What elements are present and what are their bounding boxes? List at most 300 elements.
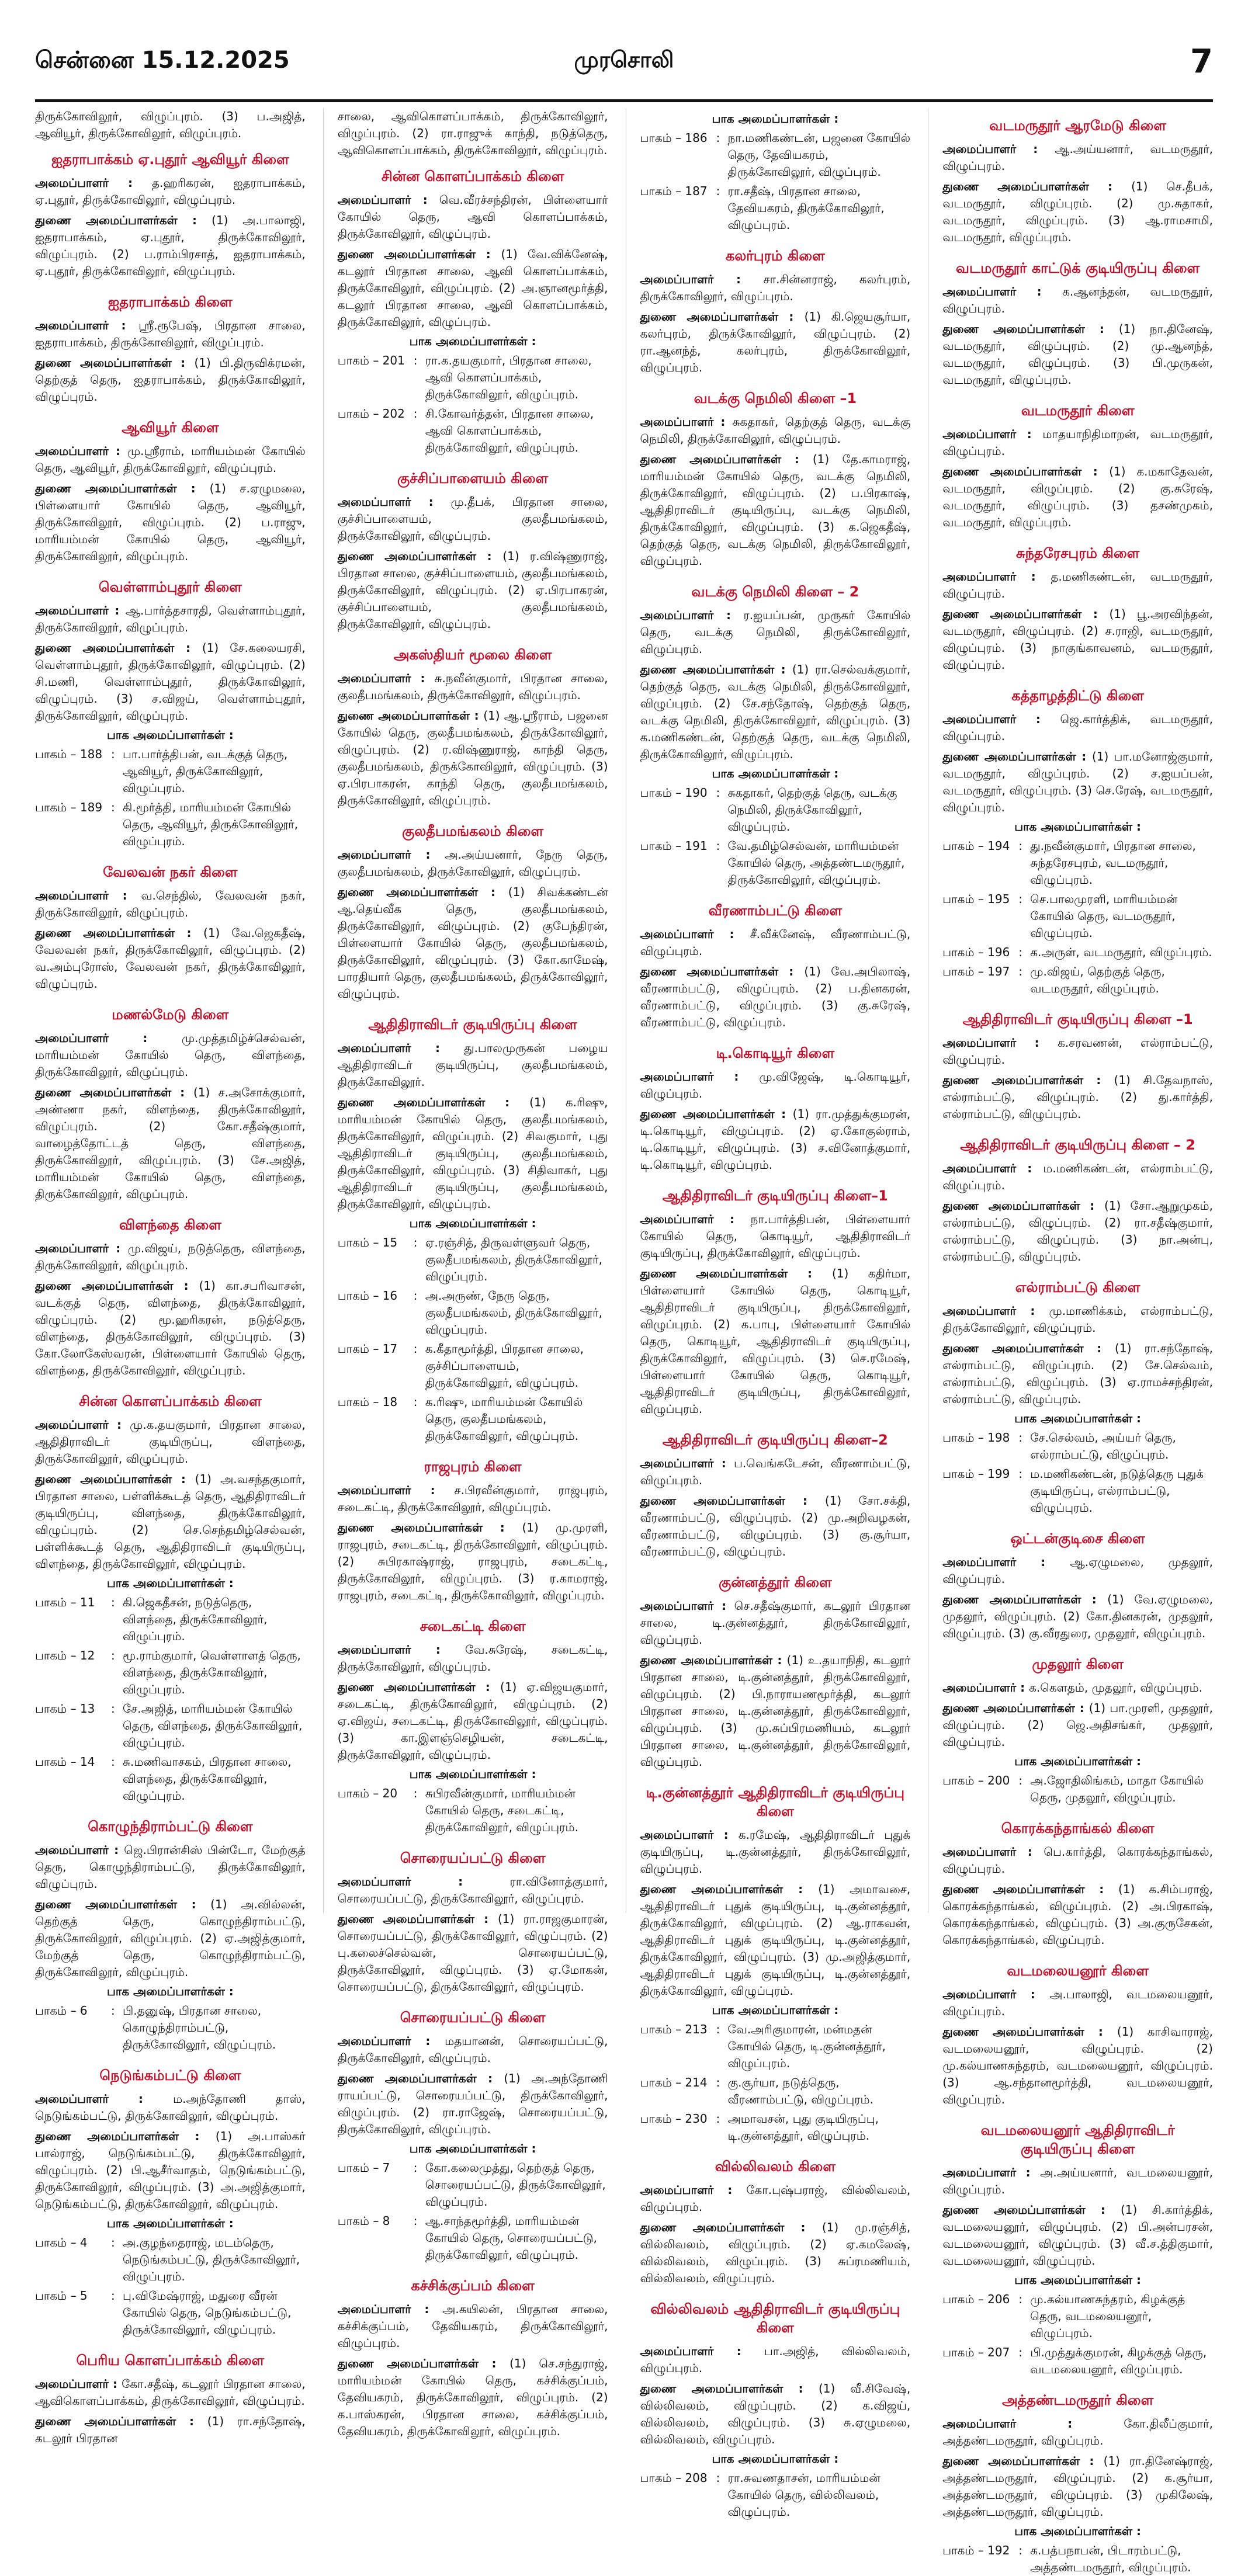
organiser-label: அமைப்பாளர் : [640,272,764,286]
organiser-name: ஆ.ஏழுமலை, முதலூர், விழுப்புரம். [942,1555,1213,1586]
deputy-organisers-names: (1) சோ.சக்தி, வீரணாம்பட்டு, விழுப்புரம். (2) மு.அறிவழகன், வீரணாம்பட்டு, விழுப்புரம். (3) கு.சூர்யா, வீரணாம்பட்டு, விழுப்புரம். [640,1494,911,1558]
branch-section [35,150,306,280]
organiser-name: மு.மாணிக்கம், எல்ராம்பட்டு, திருக்கோவிலூர், விழுப்புரம். [942,1304,1213,1335]
booth-row [338,2160,608,2210]
organiser-line [35,175,306,209]
deputy-organisers-line [338,707,608,809]
deputy-organisers-line [338,2070,608,2138]
booth-number: பாகம் – 197 [942,964,1010,978]
booth-organiser: பி.தனுஷ், பிரதான சாலை, கொழுந்திராம்பட்டு, திருக்கோவிலூர், விழுப்புரம். [123,2004,276,2051]
organiser-label: அமைப்பாளர் : [640,1212,751,1226]
booth-organiser: சுகதாகர், தெற்குத் தெரு, வடக்கு நெமிலி, திருக்கோவிலூர், விழுப்புரம். [727,786,897,834]
booth-organiser: ரா.சுவணதாசன், மாரியம்மன் கோயில் தெரு, வில்லிவலம், விழுப்புரம். [727,2471,880,2519]
booth-row [35,2002,306,2053]
organiser-name: க.கௌதம், முதலூர், விழுப்புரம். [1029,1681,1203,1695]
booth-row [640,2470,911,2521]
booth-row [640,784,911,835]
organiser-name: வ.செந்தில், வேலவன் நகர், திருக்கோவிலூர், விழுப்புரம். [35,888,306,919]
organiser-line [942,141,1213,175]
organiser-line [35,602,306,636]
branch-section [338,822,608,1002]
booth-row [35,2287,306,2338]
booth-organiser: சு.மணிவாசகம், பிரதான சாலை, விளந்தை, திருக்கோவிலூர், விழுப்புரம். [123,1755,292,1803]
branch-section [640,112,911,234]
booth-colon: : [111,2235,115,2249]
booth-colon: : [1018,1467,1022,1481]
booth-organisers-heading: பாக அமைப்பாளர்கள் : [409,2141,536,2155]
branch-section [35,1005,306,1203]
organiser-line [640,607,911,658]
booth-colon: : [111,1702,115,1716]
branch-title: வடமருதூர் ஆரமேடு கிளை [989,117,1166,134]
booth-row [942,891,1213,942]
deputy-organisers-line [942,1072,1213,1123]
organiser-name: ரா.வினோத்குமார், சொரையப்பட்டு, திருக்கோவிலூர், விழுப்புரம். [337,1874,608,1905]
organiser-name: ஸ்ரீ.ரூபேஷ், பிரதான சாலை, ஐதராபாக்கம், திருக்கோவிலூர், விழுப்புரம். [35,318,306,349]
deputy-organisers-label: துணை அமைப்பாளர்கள் : [942,2454,1104,2468]
branch-title: சுந்தரேசபுரம் கிளை [1015,545,1140,561]
organiser-line [640,2182,911,2216]
deputy-organisers-names: (1) மு.ரஞ்சித், வில்லிவலம், விழுப்புரம். (2) ஏ.கமலேஷ், வில்லிவலம், விழுப்புரம். (3) சுப்ரமணியம், வில்லிவலம், விழுப்புரம். [640,2220,911,2285]
edition-date: சென்னை 15.12.2025 [35,46,290,74]
branch-section [942,1819,1213,1949]
organiser-name: நா.பார்த்திபன், பிள்ளையார் கோயில் தெரு, கொடியூர், ஆதிதிராவிடர் குடியிருப்பு, திருக்கோவிலூர், விழுப்புரம். [640,1212,911,1260]
booth-organiser: அமாவசன், புது குடியிருப்பு, டி.குன்னத்தூர், விழுப்புரம். [727,2112,879,2143]
booth-number: பாகம் – 20 [337,1786,398,1800]
organiser-name: சா.சின்னராஜ், கலர்புரம், திருக்கோவிலூர், விழுப்புரம். [640,272,911,303]
organiser-line [942,1986,1213,2020]
organiser-name: சுகதாகர், தெற்குத் தெரு, வடக்கு நெமிலி, திருக்கோவிலூர், விழுப்புரம். [640,415,911,446]
organiser-line [35,887,306,921]
deputy-organisers-names: (1) ச.ஏழுமலை, பிள்ளையார் கோயில் தெரு, ஆவியூர், திருக்கோவிலூர், விழுப்புரம். (2) ப.ராஜு, மாரியம்மன் கோயில் தெரு, ஆவியூர், திருக்கோவிலூர், விழுப்புரம். [35,481,306,563]
deputy-organisers-line [942,463,1213,531]
deputy-organisers-label: துணை அமைப்பாளர்கள் : [640,2381,819,2396]
organiser-label: அமைப்பாளர் : [640,2183,747,2197]
deputy-organisers-names: (1) சி.கார்த்திக், வடமலையனூர், விழுப்புரம். (2) பி.அன்பரசன், வடமலையனூர், விழுப்புரம். (3) வீ.ச.த்திகுமார், வடமலையனூர், விழுப்புரம். [942,2203,1213,2268]
deputy-organisers-label: துணை அமைப்பாளர்கள் : [640,1107,793,1121]
deputy-organisers-names: (1) செ.தீபக், வடமருதூர், விழுப்புரம். (2) மு.சுதாகர், வடமருதூர், விழுப்புரம். (3) ஆ.ராமசாமி, வடமருதூர், விழுப்புரம். [942,179,1214,244]
branch-section [640,2300,911,2521]
masthead [35,23,1213,102]
organiser-name: மு.க.தயகுமார், பிரதான சாலை, ஆதிதிராவிடர் குடியிருப்பு, விளந்தை, திருக்கோவிலூர், விழுப்புரம். [35,1418,306,1466]
deputy-organisers-names: (1) ச.அசோக்குமார், அண்ணா நகர், விளந்தை, திருக்கோவிலூர், விழுப்புரம். (2) கோ.சதீஷ்குமார், வாழைத்தோட்டத் தெரு, விளந்தை, திருக்கோவிலூர், விழுப்புரம். (3) சே.அஜித், மாரியம்மன் கோயில் தெரு, விளந்தை, திருக்கோவிலூர், விழுப்புரம். [35,1085,306,1201]
deputy-organisers-line [640,2380,911,2448]
branch-section [338,1849,608,1995]
continued-text: திருக்கோவிலூர், விழுப்புரம். (3) ப.அஜித், ஆவியூர், திருக்கோவிலூர், விழுப்புரம். [35,109,306,140]
organiser-name: வே.சுரேஷ், சடைகட்டி, திருக்கோவிலூர், விழுப்புரம். [337,1643,608,1674]
deputy-organisers-names: (1) ரா.ராஜகுமாரன், சொரையப்பட்டு, திருக்கோவிலூர், விழுப்புரம். (2) பு.கலைச்செல்வன், சொரையப்பட்டு, திருக்கோவிலூர், விழுப்புரம். (3) ஏ.மோகன், சொரையப்பட்டு, திருக்கோவிலூர், விழுப்புரம். [337,1912,608,1994]
deputy-organisers-label: துணை அமைப்பாளர்கள் : [35,1897,211,1911]
organiser-label: அமைப்பாளர் : [35,444,127,458]
deputy-organisers-line [338,1094,608,1213]
deputy-organisers-label: துணை அமைப்பாளர்கள் : [942,1341,1115,1355]
booth-number: பாகம் – 191 [640,839,708,853]
organiser-name: அ.அய்யனார், வடமலையனூர், விழுப்புரம். [942,2165,1213,2196]
deputy-organisers-label: துணை அமைப்பாளர்கள் : [942,2025,1117,2039]
branch-section [338,1457,608,1604]
booth-row [640,2074,911,2108]
deputy-organisers-label: துணை அமைப்பாளர்கள் : [337,1095,530,1109]
deputy-organisers-names: (1) பா.முரளி, முதலூர், விழுப்புரம். (2) ஜெ.அதிசங்கர், முதலூர், விழுப்புரம். [942,1701,1213,1749]
branch-title: வில்லிவலம் ஆதிதிராவிடர் குடியிருப்பு கிளை [650,2301,900,2336]
organiser-name: த.ஹரிகரன், ஐதராபாக்கம், ஏ.புதூர், திருக்கோவிலூர், விழுப்புரம். [35,176,306,207]
organiser-name: கோ.சதீஷ், கடலூர் பிரதான சாலை, ஆவிகொளப்பாக்கம், திருக்கோவிலூர், விழுப்புரம். [35,2377,306,2408]
deputy-organisers-line [942,1700,1213,1751]
deputy-organisers-line [35,2413,306,2447]
deputy-organisers-label: துணை அமைப்பாளர்கள் : [35,481,210,495]
deputy-organisers-names: (1) அ.பாஸ்கர் பால்ராஜ், நெடுங்கம்பட்டு, திருக்கோவிலூர், விழுப்புரம். (2) பி.ஆசீர்வாதம், நெடுங்கம்பட்டு, திருக்கோவிலூர், விழுப்புரம். (3) அ.அஜித்குமார், நெடுங்கம்பட்டு, திருக்கோவிலூர், விழுப்புரம். [35,2129,306,2211]
booth-organisers-heading: பாக அமைப்பாளர்கள் : [1014,1411,1142,1425]
booth-colon: : [111,1595,115,1609]
booth-organiser: சே.அஜித், மாரியம்மன் கோயில் தெரு, விளந்தை, திருக்கோவிலூர், விழுப்புரம். [123,1702,303,1749]
deputy-organisers-label: துணை அமைப்பாளர்கள் : [35,641,202,655]
booth-row [35,1700,306,1751]
organiser-line [338,494,608,544]
deputy-organisers-label: துணை அமைப்பாளர்கள் : [640,310,805,324]
organiser-label: அமைப்பாளர் : [942,1161,1044,1175]
branch-title: சின்ன கொளப்பாக்கம் கிளை [79,1393,262,1409]
booth-organiser: ரா.சதீஷ், பிரதான சாலை, தேவியகரம், திருக்கோவிலூர், விழுப்புரம். [727,184,885,232]
branch-section [942,259,1213,388]
booth-organisers-heading: பாக அமைப்பாளர்கள் : [712,766,839,780]
deputy-organisers-names: (1) வே.ஜெகதீஷ், வேலவன் நகர், திருக்கோவிலூர், விழுப்புரம். (2) வ.அம்புரோஸ், வேலவன் நகர், திருக்கோவிலூர், விழுப்புரம். [35,926,306,991]
booth-organisers-heading: பாக அமைப்பாளர்கள் : [1014,820,1142,834]
deputy-organisers-label: துணை அமைப்பாளர்கள் : [337,709,484,723]
organiser-line [942,1034,1213,1068]
organiser-label: அமைப்பாளர் : [942,1845,1044,1859]
organiser-line [640,414,911,447]
booth-number: பாகம் – 15 [337,1235,398,1249]
organiser-name: க.சரவணன், எல்ராம்பட்டு, விழுப்புரம். [942,1036,1213,1067]
booth-colon: : [111,800,115,814]
deputy-organisers-line [942,606,1213,673]
booth-colon: : [716,2022,720,2036]
booth-organisers-heading: பாக அமைப்பாளர்கள் : [409,1767,536,1781]
deputy-organisers-names: (1) ரா.சந்தோஷ், எல்ராம்பட்டு, விழுப்புரம். (2) சே.செல்வம், எல்ராம்பட்டு, விழுப்புரம். (3) ஏ.ராமச்சந்திரன், எல்ராம்பட்டு, விழுப்புரம். [942,1341,1213,1406]
booth-organisers-heading: பாக அமைப்பாளர்கள் : [1014,2273,1142,2287]
branch-title: சின்ன கொளப்பாக்கம் கிளை [381,168,564,185]
organiser-label: அமைப்பாளர் : [35,318,139,332]
organiser-line [640,1455,911,1489]
organiser-label: அமைப்பாளர் : [35,1418,130,1432]
deputy-organisers-line [35,1277,306,1379]
deputy-organisers-names: (1) மு.முரளி, ராஜபுரம், சடைகட்டி, திருக்கோவிலூர், விழுப்புரம். (2) சுபிரகாஷ்ராஜ், ராஜபுரம், சடைகட்டி, திருக்கோவிலூர், விழுப்புரம். (3) ர.காமராஜ், ராஜபுரம், சடைகட்டி, திருக்கோவிலூர், விழுப்புரம். [337,1520,608,1602]
deputy-organisers-label: துணை அமைப்பாளர்கள் : [640,1494,825,1508]
booth-row [35,746,306,797]
organiser-line [942,711,1213,745]
booth-organiser: து.நவீன்குமார், பிரதான சாலை, சுந்தரேசபுரம், வடமருதூர், விழுப்புரம். [1030,839,1196,887]
booth-colon: : [716,131,720,145]
organiser-label: அமைப்பாளர் : [942,427,1043,441]
deputy-organisers-line [640,308,911,376]
booth-colon: : [716,2112,720,2126]
booth-number: பாகம் – 213 [640,2022,708,2036]
organiser-label: அமைப்பாளர் : [337,2034,445,2048]
deputy-organisers-line [942,2023,1213,2108]
deputy-organisers-line [640,1881,911,1999]
organiser-label: அமைப்பாளர் : [337,1643,466,1657]
booth-organiser: க.ரிஷு, மாரியம்மன் கோயில் தெரு, குலதீபமங்கலம், திருக்கோவிலூர், விழுப்புரம். [425,1395,583,1443]
booth-organiser: கி.மூர்த்தி, மாரியம்மன் கோயில் தெரு, ஆவியூர், திருக்கோவிலூர், விழுப்புரம். [123,800,299,848]
deputy-organisers-names: (1) காசிவாராஜ், வடமலையனூர், விழுப்புரம். (2) மு.கல்யாணசுந்தரம், வடமலையனூர், விழுப்புரம். (3) ஆ.சந்தானமூர்த்தி, வடமலையனூர், விழுப்புரம். [942,2025,1213,2106]
deputy-organisers-names: (1) கதிர்மா, பிள்ளையார் கோயில் தெரு, கொடியூர், ஆதிதிராவிடர் குடியிருப்பு, திருக்கோவிலூர், விழுப்புரம். (2) க.பாபு, பிள்ளையார் கோயில் தெரு, கொடியூர், ஆதிதிராவிடர் குடியிருப்பு, திருக்கோவிலூர், விழுப்புரம். (3) செ.ரமேஷ், பிள்ளையார் கோயில் தெரு, கொடியூர், ஆதிதிராவிடர் குடியிருப்பு, திருக்கோவிலூர், விழுப்புரம். [640,1266,911,1416]
booth-organiser: அ.ஜோதிலிங்கம், மாதா கோயில் தெரு, முதலூர், விழுப்புரம். [1030,1773,1204,1804]
booth-row [338,1394,608,1445]
deputy-organisers-line [942,748,1213,816]
booth-organisers-heading: பாக அமைப்பாளர்கள் : [712,2003,839,2017]
deputy-organisers-line [35,212,306,280]
organiser-name: ம.அந்தோணி தாஸ், நெடுங்கம்பட்டு, திருக்கோவிலூர், விழுப்புரம். [35,2092,306,2123]
deputy-organisers-line [35,1471,306,1572]
deputy-organisers-line [338,246,608,331]
deputy-organisers-names: (1) க.சிம்பராஜ், கொரக்கந்தாங்கல், விழுப்புரம். (2) அ.பிரகாஷ், கொரக்கந்தாங்கல், விழுப்புரம். (3) அ.குருசேகன், கொரக்கந்தாங்கல், விழுப்புரம். [942,1882,1213,1947]
deputy-organisers-line [338,2355,608,2440]
deputy-organisers-label: துணை அமைப்பாளர்கள் : [942,1701,1089,1715]
organiser-label: அமைப்பாளர் : [337,1041,464,1055]
organiser-line [640,1598,911,1648]
branch-section [640,901,911,1031]
booth-row [942,2291,1213,2342]
branch-title: ராஜபுரம் கிளை [424,1459,522,1475]
booth-colon: : [1018,964,1022,978]
booth-row [942,838,1213,888]
booth-number: பாகம் – 206 [942,2292,1010,2306]
booth-colon: : [1018,839,1022,853]
deputy-organisers-label: துணை அமைப்பாளர்கள் : [640,1266,832,1280]
branch-section [338,1617,608,1836]
deputy-organisers-names: (1) பூ.அரவிந்தன், வடமருதூர், விழுப்புரம். (2) ச.ராஜி, வடமருதூர், விழுப்புரம். (3) நாகுங்காவனம், வடமருதூர், விழுப்புரம். [942,607,1213,672]
booth-number: பாகம் – 11 [35,1595,95,1609]
branch-title: குலதீபமங்கலம் கிளை [402,823,544,839]
booth-organiser: கி.ஜெகதீசன், நடுத்தெரு, விளந்தை, திருக்கோவிலூர், விழுப்புரம். [123,1595,268,1643]
branch-section [338,1015,608,1445]
page-number: 7 [1190,42,1213,81]
deputy-organisers-line [338,1679,608,1763]
branch-section [640,389,911,570]
organiser-line [35,1030,306,1081]
deputy-organisers-names: (1) அ.அந்தோணி ராயப்பட்டு, சொரையப்பட்டு, திருக்கோவிலூர், விழுப்புரம். (2) ரா.ராஜேஷ், சொரையப்பட்டு, திருக்கோவிலூர், விழுப்புரம். [337,2071,608,2136]
booth-number: பாகம் – 199 [942,1467,1010,1481]
deputy-organisers-label: துணை அமைப்பாளர்கள் : [35,356,195,370]
booth-organisers-heading: பாக அமைப்பாளர்கள் : [409,334,536,348]
branch-title: ஆவியூர் கிளை [122,419,219,436]
booth-row [640,130,911,180]
deputy-organisers-label: துணை அமைப்பாளர்கள் : [337,885,508,899]
branch-title: வேலவன் நகர் கிளை [103,864,238,880]
booth-colon: : [111,747,115,761]
deputy-organisers-names: (1) செ.சந்துராஜ், மாரியம்மன் கோயில் தெரு, கச்சிக்குப்பம், தேவியகரம், திருக்கோவிலூர், விழுப்புரம். (2) க.பாஸ்கரன், பிரதான சாலை, கச்சிக்குப்பம், தேவியகரம், திருக்கோவிலூர், விழுப்புரம். [337,2356,608,2438]
booth-number: பாகம் – 190 [640,786,708,800]
branch-title: வெள்ளாம்புதூர் கிளை [98,579,242,595]
column-3 [626,108,911,2519]
deputy-organisers-names: (1) அ.பாலாஜி, ஐதராபாக்கம், ஏ.புதூர், திருக்கோவிலூர், விழுப்புரம். (2) ப.ராம்பிரசாத், ஐதராபாக்கம், ஏ.புதூர், திருக்கோவிலூர், விழுப்புரம். [35,213,306,278]
booth-row [942,1429,1213,1463]
organiser-label: அமைப்பாளர் : [640,415,733,429]
branch-title: சடைகட்டி கிளை [420,1618,526,1634]
booth-organiser: செ.பாலமுரளி, மாரியம்மன் கோயில் தெரு, வடமருதூர், விழுப்புரம். [1030,892,1178,940]
booth-colon: : [1018,2345,1022,2359]
booth-row [338,1785,608,1836]
organiser-label: அமைப்பாளர் : [942,142,1055,156]
booth-row [35,2234,306,2285]
branch-section [942,1278,1213,1516]
deputy-organisers-label: துணை அமைப்பாளர்கள் : [337,2356,510,2370]
branch-title: கத்தாழத்திட்டு கிளை [1011,688,1144,704]
deputy-organisers-names: (1) வே.விக்னேஷ், கடலூர் பிரதான சாலை, ஆவி கொளப்பாக்கம், திருக்கோவிலூர், விழுப்புரம். (2) அ.ஞானமூர்த்தி, கடலூர் பிரதான சாலை, ஆவி கொளப்பாக்கம், திருக்கோவிலூர், விழுப்புரம். [337,247,608,329]
organiser-label: அமைப்பாளர் : [640,927,750,941]
booth-organisers-heading: பாக அமைப்பாளர்கள் : [409,1216,536,1230]
branch-title: கொரக்கந்தாங்கல் கிளை [1001,1820,1155,1836]
organiser-line [942,426,1213,460]
deputy-organisers-line [942,178,1213,246]
branch-title: கச்சிக்குப்பம் கிளை [411,2278,535,2294]
booth-colon: : [111,2004,115,2018]
deputy-organisers-line [338,884,608,1002]
booth-number: பாகம் – 17 [337,1342,398,1356]
branch-section [35,1817,306,2053]
branch-title: சொரையப்பட்டு கிளை [400,1850,546,1866]
organiser-line [35,1417,306,1467]
organiser-name: பெ.கார்த்தி, கொரக்கந்தாங்கல், விழுப்புரம். [942,1845,1213,1876]
organiser-label: அமைப்பாளர் : [942,2165,1041,2179]
booth-organiser: அ.குழந்தைராஜ், மடம்தெரு, நெடுங்கம்பட்டு, திருக்கோவிலூர், விழுப்புரம். [123,2235,300,2283]
organiser-line [338,1482,608,1516]
organiser-label: அமைப்பாளர் : [35,2377,122,2391]
booth-organiser: க.கீதாமூர்த்தி, பிரதான சாலை, குச்சிப்பாளையம், திருக்கோவிலூர், விழுப்புரம். [425,1342,584,1390]
organiser-name: ஜெ.கார்த்திக், வடமருதூர், விழுப்புரம். [942,712,1213,743]
booth-organiser: பி.முத்துக்குமரன், கிழக்குத் தெரு, வடமலையனூர், விழுப்புரம். [1030,2345,1207,2376]
booth-organiser: சே.செல்வம், அய்யர் தெரு, எல்ராம்பட்டு, விழுப்புரம். [1030,1431,1176,1461]
branch-section [942,544,1213,673]
organiser-name: மாதயாநிதிமாறன், வடமருதூர், விழுப்புரம். [942,427,1213,458]
booth-colon: : [413,407,418,421]
branch-title: அகஸ்தியர் மூலை கிளை [393,647,552,663]
booth-number: பாகம் – 196 [942,945,1010,959]
booth-row [338,1341,608,1391]
booth-organiser: ரா.க.தயகுமார், பிரதான சாலை, ஆவி கொளப்பாக்கம், திருக்கோவிலூர், விழுப்புரம். [425,353,592,401]
booth-row [942,2542,1213,2576]
booth-number: பாகம் – 13 [35,1702,95,1716]
booth-colon: : [413,2214,418,2228]
deputy-organisers-line [942,321,1213,388]
organiser-label: அமைப்பாளர் : [35,888,141,902]
booth-colon: : [111,1755,115,1769]
booth-organisers-heading: பாக அமைப்பாளர்கள் : [1014,2524,1142,2538]
article-columns [35,108,1214,2574]
deputy-organisers-names: (1) அ.வில்லன், தெற்குத் தெரு, கொழுந்திராம்பட்டு, திருக்கோவிலூர், விழுப்புரம். (2) ஏ.அஜித்குமார், மேற்குத் தெரு, கொழுந்திராம்பட்டு, திருக்கோவிலூர், விழுப்புரம். [35,1897,306,1979]
booth-number: பாகம் – 214 [640,2075,708,2089]
branch-title: ஆதிதிராவிடர் குடியிருப்பு கிளை [368,1016,577,1033]
booth-colon: : [413,353,418,367]
booth-colon: : [413,1289,418,1303]
booth-number: பாகம் – 14 [35,1755,95,1769]
deputy-organisers-names: (1) ஏ.விஜயகுமார், சடைகட்டி, திருக்கோவிலூர், விழுப்புரம். (2) ஏ.விஜய், சடைகட்டி, திருக்கோவிலூர், விழுப்புரம். (3) கா.இளஞ்செழியன், சடைகட்டி, திருக்கோவிலூர், விழுப்புரம். [337,1680,608,1762]
booth-organisers-heading: பாக அமைப்பாளர்கள் : [106,2216,234,2230]
booth-organisers-heading: பாக அமைப்பாளர்கள் : [106,1576,234,1590]
booth-colon: : [413,1786,418,1800]
branch-title: பெரிய கொளப்பாக்கம் கிளை [76,2352,265,2369]
organiser-line [942,1844,1213,1877]
booth-number: பாகம் – 7 [337,2161,390,2175]
booth-colon: : [716,786,720,800]
booth-organiser: அ.அருண், நேரு தெரு, குலதீபமங்கலம், திருக்கோவிலூர், விழுப்புரம். [425,1289,602,1336]
booth-colon: : [716,839,720,853]
deputy-organisers-line [942,1340,1213,1408]
branch-title: வடக்கு நெமிலி கிளை –1 [694,390,857,407]
branch-title: நெடுங்கம்பட்டு கிளை [99,2067,241,2084]
deputy-organisers-label: துணை அமைப்பாளர்கள் : [337,1520,522,1535]
deputy-organisers-names: (1) ரா.சந்தோஷ், கடலூர் பிரதான [35,2414,306,2445]
booth-row [338,405,608,456]
booth-number: பாகம் – 194 [942,839,1010,853]
deputy-organisers-names: (1) ர.விஷ்ணுராஜ், பிரதான சாலை, குச்சிப்பாளையம், குலதீபமங்கலம், திருக்கோவிலூர், விழுப்புரம். (2) ஏ.பிரபாகரன், குச்சிப்பாளையம், குலதீபமங்கலம், திருக்கோவிலூர், விழுப்புரம். [337,549,608,631]
booth-number: பாகம் – 188 [35,747,103,761]
organiser-label: அமைப்பாளர் : [640,1828,739,1842]
newspaper-name: முரசொலி [574,47,674,72]
branch-section [942,1655,1213,1806]
organiser-line [942,2164,1213,2198]
booth-organiser: மு.கல்யாணசுந்தரம், கிழக்குத் தெரு, வடமலையனூர், விழுப்புரம். [1030,2292,1185,2340]
organiser-line [338,192,608,242]
branch-title: வடமலையனூர் ஆதிதிராவிடர் குடியிருப்பு கிளை [980,2122,1175,2157]
deputy-organisers-label: துணை அமைப்பாளர்கள் : [35,2129,216,2143]
column-4 [928,108,1214,2574]
organiser-line [640,271,911,305]
booth-organisers-heading: பாக அமைப்பாளர்கள் : [712,112,839,126]
deputy-organisers-label: துணை அமைப்பாளர்கள் : [942,1882,1118,1896]
column-2 [323,108,608,2438]
booth-number: பாகம் – 12 [35,1648,95,1662]
deputy-organisers-label: துணை அமைப்பாளர்கள் : [337,2071,504,2085]
deputy-organisers-names: (1) நா.தினேஷ், வடமருதூர், விழுப்புரம். (2) மு.ஆனந்த், வடமருதூர், விழுப்புரம். (3) பி.முருகன், வடமருதூர், விழுப்புரம். [942,322,1213,387]
deputy-organisers-line [35,2128,306,2213]
branch-section [338,2276,608,2440]
booth-organisers-heading: பாக அமைப்பாளர்கள் : [1014,1754,1142,1768]
deputy-organisers-line [640,451,911,570]
deputy-organisers-names: (1) ரா.முத்துக்குமரன், டி.கொடியூர், விழுப்புரம். (2) ஏ.கோகுல்ராம், டி.கொடியூர், விழுப்புரம். (3) ச.வினோத்குமார், டி.கொடியூர், விழுப்புரம். [640,1107,911,1172]
organiser-label: அமைப்பாளர் : [942,712,1060,726]
branch-section [942,1010,1213,1123]
booth-number: பாகம் – 202 [337,407,405,421]
branch-section [942,1529,1213,1642]
branch-section [640,1186,911,1418]
deputy-organisers-label: துணை அமைப்பாளர்கள் : [35,213,212,227]
deputy-organisers-label: துணை அமைப்பாளர்கள் : [942,179,1132,193]
branch-section [35,863,306,992]
branch-section [338,469,608,633]
deputy-organisers-label: துணை அமைப்பாளர்கள் : [35,1472,195,1486]
deputy-organisers-names: (1) பி.திருவிக்ரமன், தெற்குத் தெரு, ஐதராபாக்கம், திருக்கோவிலூர், விழுப்புரம். [35,356,306,404]
branch-section [942,1136,1213,1265]
branch-title: கொழுந்திராம்பட்டு கிளை [88,1818,253,1835]
deputy-organisers-label: துணை அமைப்பாளர்கள் : [640,1882,819,1896]
booth-row [942,1772,1213,1806]
booth-colon: : [1018,892,1022,906]
booth-row [338,2213,608,2263]
booth-row [640,183,911,234]
organiser-label: அமைப்பாளர் : [337,2302,443,2316]
booth-colon: : [1018,2292,1022,2306]
organiser-label: அமைப்பாளர் : [337,671,435,685]
deputy-organisers-line [35,355,306,405]
organiser-name: வெ.வீரச்சந்திரன், பிள்ளையார் கோயில் தெரு, ஆவி கொளப்பாக்கம், திருக்கோவிலூர், விழுப்புரம். [337,193,608,241]
deputy-organisers-names: (1) தே.காமராஜ், மாரியம்மன் கோயில் தெரு, வடக்கு நெமிலி, திருக்கோவிலூர், விழுப்புரம். (2) ப.பிரகாஷ், ஆதிதிராவிடர் குடியிருப்பு, வடக்கு நெமிலி, திருக்கோவிலூர், விழுப்புரம். (3) க.ஜெகதீஷ், தெற்குத் தெரு, வடக்கு நெமிலி, திருக்கோவிலூர், விழுப்புரம். [640,452,911,568]
column-1 [35,108,306,2445]
organiser-label: அமைப்பாளர் : [942,284,1063,298]
organiser-name: மு.ஸ்ரீராம், மாரியம்மன் கோயில் தெரு, ஆவியூர், திருக்கோவிலூர், விழுப்புரம். [35,444,306,475]
organiser-line [640,1068,911,1102]
organiser-name: மு.விஜேஷ், டி.கொடியூர், விழுப்புரம். [640,1070,911,1100]
